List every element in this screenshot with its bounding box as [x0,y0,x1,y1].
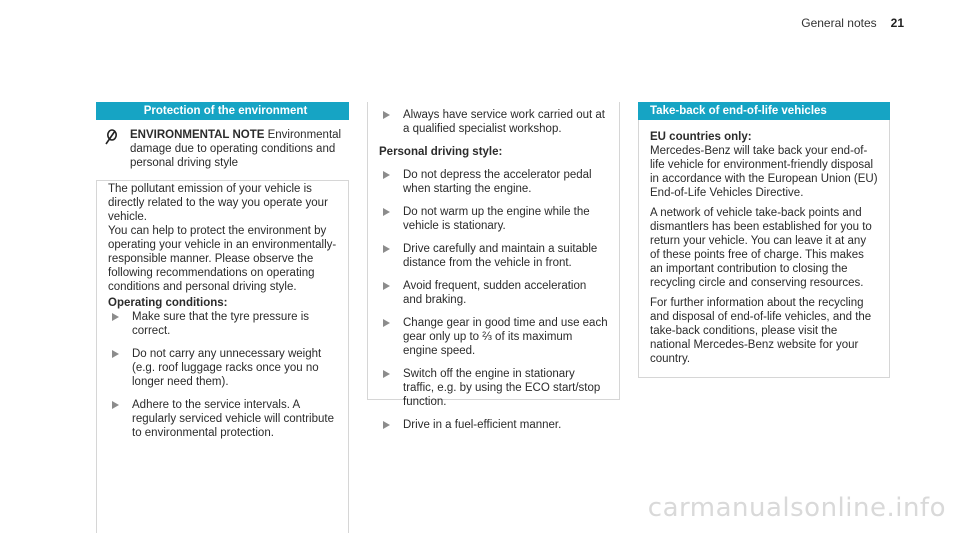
list-item: Drive in a fuel-efficient manner. [379,418,608,432]
bullet-list [379,168,608,432]
list-item: Adhere to the service intervals. A regularly serviced vehicle will contribute to environmental protection. [108,398,337,440]
list-item: Avoid frequent, sudden acceleration and braking. [379,279,608,307]
list-item: Always have service work carried out at a qualified specialist workshop. [379,108,608,136]
paragraph: A network of vehicle take-back points and dismantlers has been established for you to return your vehicle. You can leave it at any of these points free of charge. This makes an important contribution to closing the recycling circle and conserving resources. [650,207,872,289]
list-item: Do not depress the accelerator pedal when starting the engine. [379,168,608,196]
triangle-bullet-icon [383,421,390,429]
page-header [801,16,904,30]
environmental-note-body: Environmental damage due to operating conditions and personal driving style [130,129,342,169]
bullet-list [108,310,337,440]
list-item: Change gear in good time and use each gear only up to ⅔ of its maximum engine speed. [379,316,608,358]
section-band-take-back: Take-back of end-of-life vehicles [638,102,890,120]
triangle-bullet-icon [383,319,390,327]
paragraph: For further information about the recycling and disposal of end-of-life vehicles, and the take-back conditions, please visit the national Mercedes-Benz website for your country. [650,297,872,365]
take-back-text [650,120,878,366]
paragraph: You can help to protect the environment by operating your vehicle in an environmentally-responsible manner. Please observe the following recommendations on operating conditions and personal driving style. [108,225,337,293]
bullet-list [379,108,608,136]
triangle-bullet-icon [383,208,390,216]
subheading-eu-countries: EU countries only: [650,131,752,143]
take-back-body [638,120,890,366]
triangle-bullet-icon [383,171,390,179]
triangle-bullet-icon [383,282,390,290]
environment-note-icon [104,128,120,170]
subheading-personal-driving-style: Personal driving style: [379,146,503,158]
page-number: 21 [890,16,904,30]
column-driving-style [367,102,620,441]
triangle-bullet-icon [112,401,119,409]
paragraph: The pollutant emission of your vehicle is directly related to the way you operate your vehicle. [108,183,328,223]
list-item: Do not carry any unnecessary weight (e.g. roof luggage racks once you no longer need them). [108,347,337,389]
environmental-note-text [130,128,349,170]
environmental-note [96,120,349,170]
triangle-bullet-icon [112,313,119,321]
section-title: General notes [801,16,877,30]
list-item: Do not warm up the engine while the vehicle is stationary. [379,205,608,233]
column-environment [96,102,349,449]
list-item: Make sure that the tyre pressure is correct. [108,310,337,338]
watermark: carmanualsonline.info [647,493,946,523]
subheading-operating-conditions: Operating conditions: [108,297,228,309]
triangle-bullet-icon [383,245,390,253]
environment-body [96,170,349,440]
list-item: Switch off the engine in stationary traffic, e.g. by using the ECO start/stop function. [379,367,608,409]
section-band-environment: Protection of the environment [96,102,349,120]
driving-style-body [367,102,620,432]
paragraph: Mercedes-Benz will take back your end-of-life vehicle for environment-friendly disposal in accordance with the European Union (EU) End-of-Life Vehicles Directive. [650,145,878,199]
triangle-bullet-icon [112,350,119,358]
triangle-bullet-icon [383,111,390,119]
triangle-bullet-icon [383,370,390,378]
column-take-back [638,102,890,372]
list-item: Drive carefully and maintain a suitable distance from the vehicle in front. [379,242,608,270]
environmental-note-label: ENVIRONMENTAL NOTE [130,129,265,141]
